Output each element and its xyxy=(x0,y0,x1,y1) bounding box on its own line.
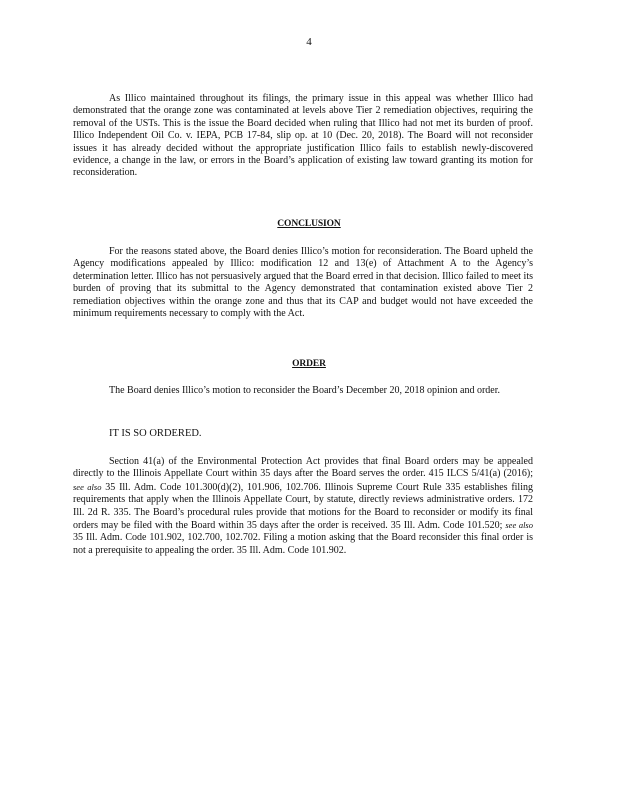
order-paragraph xyxy=(73,385,533,397)
appeal-text-1: Section 41(a) of the Environmental Protection Act provides that final Board orders may be appealed directly to the Illinois Appellate Court within 35 days after the Board serves the order. 415 ILCS 5/41(a) (2016); xyxy=(73,456,533,480)
discussion-text: As Illico maintained throughout its filings, the primary issue in this appeal was whether Illico had demonstrated that the orange zone was contaminated at levels above Tier 2 remediation objectives, requiring the removal of the USTs. This is the issue the Board decided when ruling that Illico had not met its burden of proof. Illico Independent Oil Co. v. IEPA, PCB 17-84, slip op. at 10 (Dec. 20, 2018). The Board will not reconsider issues it has already decided without the appropriate justification Illico fails to establish newly-discovered evidence, a change in the law, or errors in the Board’s application of existing law toward granting its motion for reconsideration. xyxy=(73,93,533,179)
conclusion-text: For the reasons stated above, the Board denies Illico’s motion for reconsideration. The Board upheld the Agency modifications appealed by Illico: modification 12 and 13(e) of Attachment A to the Agency’s determination letter. Illico has not persuasively argued that the Board erred in that decision. Illico failed to meet its burden of proving that its submittal to the Agency demonstrated that contamination existed above Tier 2 remediation objectives within the orange zone and thus that its CAP and budget would not have exceeded the minimum requirements necessary to comply with the Act. xyxy=(73,246,533,320)
discussion-paragraph xyxy=(73,93,533,180)
appeal-rights-paragraph xyxy=(73,456,533,557)
conclusion-paragraph xyxy=(73,246,533,320)
order-text: The Board denies Illico’s motion to reconsider the Board’s December 20, 2018 opinion and order. xyxy=(109,385,501,396)
see-also-1: see also xyxy=(73,481,102,492)
page-number: 4 xyxy=(306,36,312,48)
order-heading: ORDER xyxy=(292,359,326,369)
appeal-text-2: 35 Ill. Adm. Code 101.300(d)(2), 101.906, 102.706. Illinois Supreme Court Rule 335 establishes filing requirements that apply when the Illinois Appellate Court, by statute, directly reviews administrative orders. 172 Ill. 2d R. 335. The Board’s procedural rules provide that motions for the Board to reconsider or modify its final orders may be filed with the Board within 35 days after the order is received. 35 Ill. Adm. Code 101.520; xyxy=(73,481,533,532)
conclusion-heading: CONCLUSION xyxy=(277,219,341,229)
appeal-text-3: 35 Ill. Adm. Code 101.902, 102.700, 102.702. Filing a motion asking that the Board reconsider this final order is not a prerequisite to appealing the order. 35 Ill. Adm. Code 101.902. xyxy=(73,532,533,556)
see-also-2: see also xyxy=(505,520,533,531)
so-ordered-line: IT IS SO ORDERED. xyxy=(109,428,202,439)
